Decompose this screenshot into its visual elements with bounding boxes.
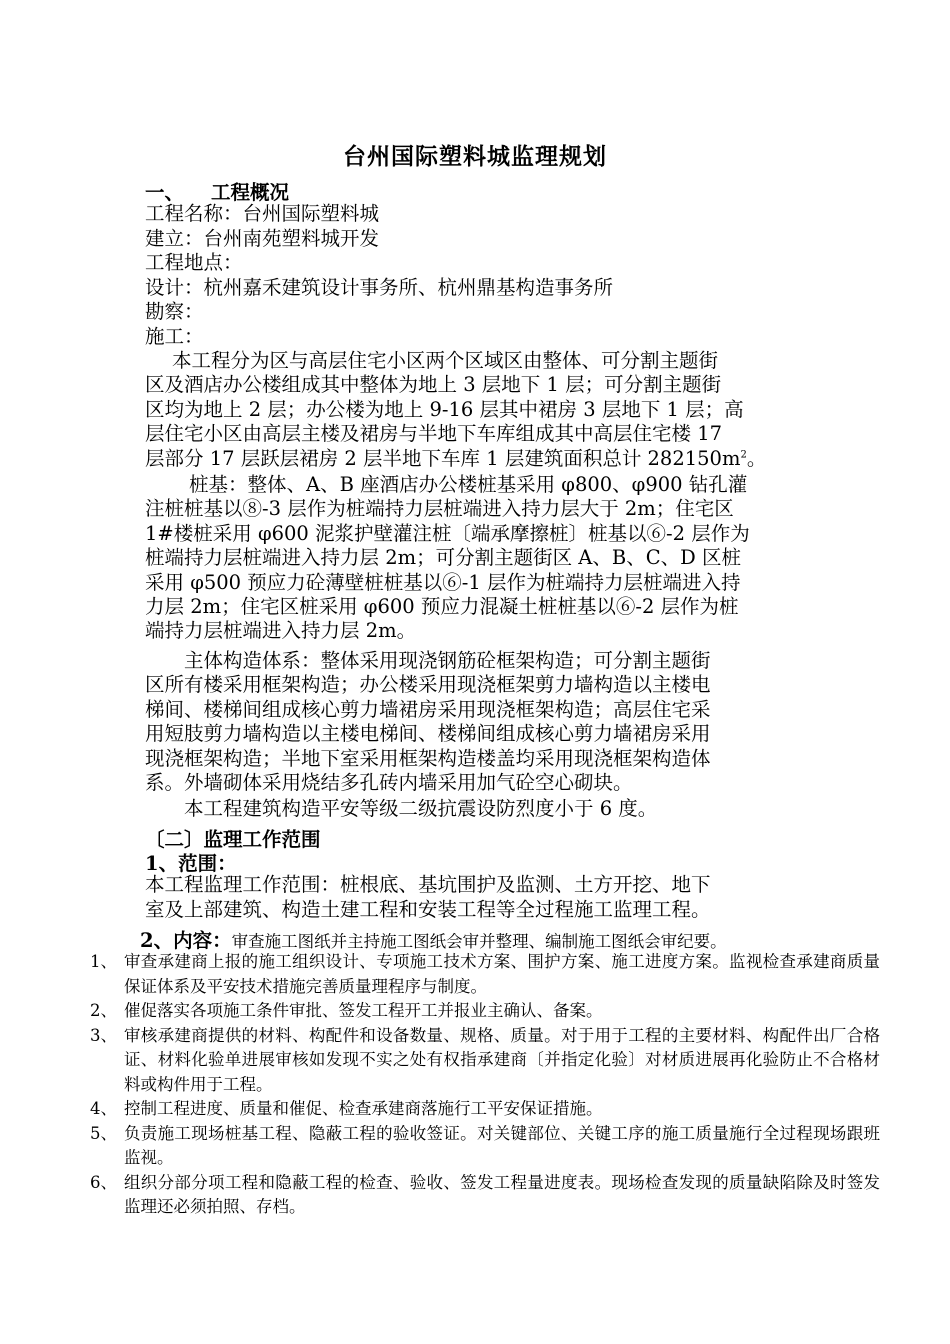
para-line: 系。外墙砌体采用烧结多孔砖内墙采用加气砼空心砌块。 bbox=[145, 771, 633, 795]
project-info bbox=[145, 202, 813, 349]
list-item-text: 组织分部分项工程和隐蔽工程的检查、验收、签发工程量进度表。现场检查发现的质量缺陷除及时签发监理还必须拍照、存档。 bbox=[124, 1172, 880, 1216]
info-project-name: 工程名称：台州国际塑料城 bbox=[145, 202, 380, 225]
scope-paragraph bbox=[145, 873, 810, 922]
paragraph-project-description bbox=[145, 349, 810, 471]
info-survey: 勘察： bbox=[145, 300, 204, 323]
para-line: 采用 φ500 预应力砼薄壁桩桩基以⑥-1 层作为桩端持力层桩端进入持 bbox=[145, 570, 741, 594]
scope-line: 室及上部建筑、构造土建工程和安装工程等全过程施工监理工程。 bbox=[145, 897, 711, 921]
list-item bbox=[90, 1171, 880, 1220]
para-line: 区及酒店办公楼组成其中整体为地上 3 层地下 1 层；可分割主题街 bbox=[145, 373, 722, 397]
subheading-range: 1、范围： bbox=[145, 852, 237, 875]
paragraph-main-structure bbox=[145, 649, 810, 795]
para-line-text: 层部分 17 层跃层裙房 2 层半地下车库 1 层建筑面积总计 282150m bbox=[145, 446, 741, 470]
para-line: 1#楼桩采用 φ600 泥浆护壁灌注桩〔端承摩擦桩〕桩基以⑥-2 层作为 bbox=[145, 521, 750, 545]
list-item-number: 1、 bbox=[90, 952, 117, 971]
list-item-text: 审核承建商提供的材料、构配件和设备数量、规格、质量。对于用于工程的主要材料、构配件出厂合格证、材料化验单进展审核如发现不实之处有权指承建商〔并指定化验〕对材质进展再化验防止不合格材料或构件用于工程。 bbox=[124, 1025, 880, 1094]
para-line-end: 。 bbox=[746, 446, 767, 470]
para-line: 主体构造体系：整体采用现浇钢筋砼框架构造；可分割主题街 bbox=[184, 649, 711, 672]
list-item-number: 4、 bbox=[90, 1099, 117, 1118]
scope-line: 本工程监理工作范围：桩根底、基坑围护及监测、土方开挖、地下 bbox=[145, 873, 711, 896]
content-label: 2、内容： bbox=[140, 929, 232, 952]
para-line: 端持力层桩端进入持力层 2m。 bbox=[145, 619, 417, 643]
section-title: 工程概况 bbox=[211, 181, 290, 204]
list-item bbox=[90, 1024, 880, 1098]
list-item-text: 审查承建商上报的施工组织设计、专项施工技术方案、围护方案、施工进度方案。监视检查承建商质量保证体系及平安技术措施完善质量理程序与制度。 bbox=[124, 952, 880, 996]
para-line: 梯间、楼梯间组成核心剪力墙裙房采用现浇框架构造；高层住宅采 bbox=[145, 697, 711, 721]
list-item bbox=[90, 999, 880, 1024]
subheading-content bbox=[140, 925, 727, 953]
content-intro: 审查施工图纸并主持施工图纸会审并整理、编制施工图纸会审纪要。 bbox=[231, 932, 727, 951]
paragraph-pile-foundation bbox=[145, 473, 810, 644]
paragraph-seismic bbox=[145, 797, 810, 821]
document-title: 台州国际塑料城监理规划 bbox=[343, 143, 607, 170]
section-number: 一、 bbox=[145, 181, 185, 204]
para-line: 桩基：整体、A、B 座酒店办公楼桩基采用 φ800、φ900 钻孔灌 bbox=[189, 473, 748, 496]
info-location: 工程地点： bbox=[145, 251, 243, 274]
list-item bbox=[90, 950, 880, 999]
list-item-number: 6、 bbox=[90, 1172, 117, 1192]
list-item bbox=[90, 1122, 880, 1171]
info-design: 设计：杭州嘉禾建筑设计事务所、杭州鼎基构造事务所 bbox=[145, 275, 614, 299]
para-line: 层住宅小区由高层主楼及裙房与半地下车库组成其中高层住宅楼 17 bbox=[145, 422, 723, 446]
para-line: 区所有楼采用框架构造；办公楼采用现浇框架剪力墙构造以主楼电 bbox=[145, 673, 711, 697]
para-line: 用短肢剪力墙构造以主楼电梯间、楼梯间组成核心剪力墙裙房采用 bbox=[145, 722, 711, 746]
section-heading-overview bbox=[145, 177, 289, 205]
para-line: 力层 2m；住宅区桩采用 φ600 预应力混凝土桩桩基以⑥-2 层作为桩 bbox=[145, 595, 739, 619]
info-construction: 施工： bbox=[145, 324, 204, 348]
list-item bbox=[90, 1097, 880, 1122]
para-line bbox=[145, 447, 810, 471]
section-heading-scope: 〔二〕监理工作范围 bbox=[145, 828, 321, 851]
list-item-number: 5、 bbox=[90, 1123, 117, 1143]
list-item-text: 控制工程进度、质量和催促、检查承建商落施行工平安保证措施。 bbox=[124, 1099, 603, 1118]
area-superscript: 2 bbox=[740, 449, 747, 461]
para-line: 现浇框架构造；半地下室采用框架构造楼盖均采用现浇框架构造体 bbox=[145, 746, 711, 770]
para-line: 区均为地上 2 层；办公楼为地上 9-16 层其中裙房 3 层地下 1 层；高 bbox=[145, 397, 744, 421]
para-line: 桩端持力层桩端进入持力层 2m；可分割主题街区 A、B、C、D 区桩 bbox=[145, 546, 741, 570]
list-item-number: 2、 bbox=[90, 1001, 117, 1020]
list-item-text: 负责施工现场桩基工程、隐蔽工程的验收签证。对关键部位、关键工序的施工质量施行全过程现场跟班监视。 bbox=[124, 1123, 880, 1167]
list-item-number: 3、 bbox=[90, 1025, 117, 1045]
para-line: 注桩桩基以⑧-3 层作为桩端持力层桩端进入持力层大于 2m；住宅区 bbox=[145, 497, 734, 521]
info-owner: 建立：台州南苑塑料城开发 bbox=[145, 226, 380, 250]
list-item-text: 催促落实各项施工条件审批、签发工程开工并报业主确认、备案。 bbox=[124, 1001, 603, 1020]
para-line: 本工程建筑构造平安等级二级抗震设防烈度小于 6 度。 bbox=[184, 797, 658, 820]
para-line: 本工程分为区与高层住宅小区两个区域区由整体、可分割主题街 bbox=[172, 349, 719, 372]
duties-list bbox=[90, 950, 880, 1220]
